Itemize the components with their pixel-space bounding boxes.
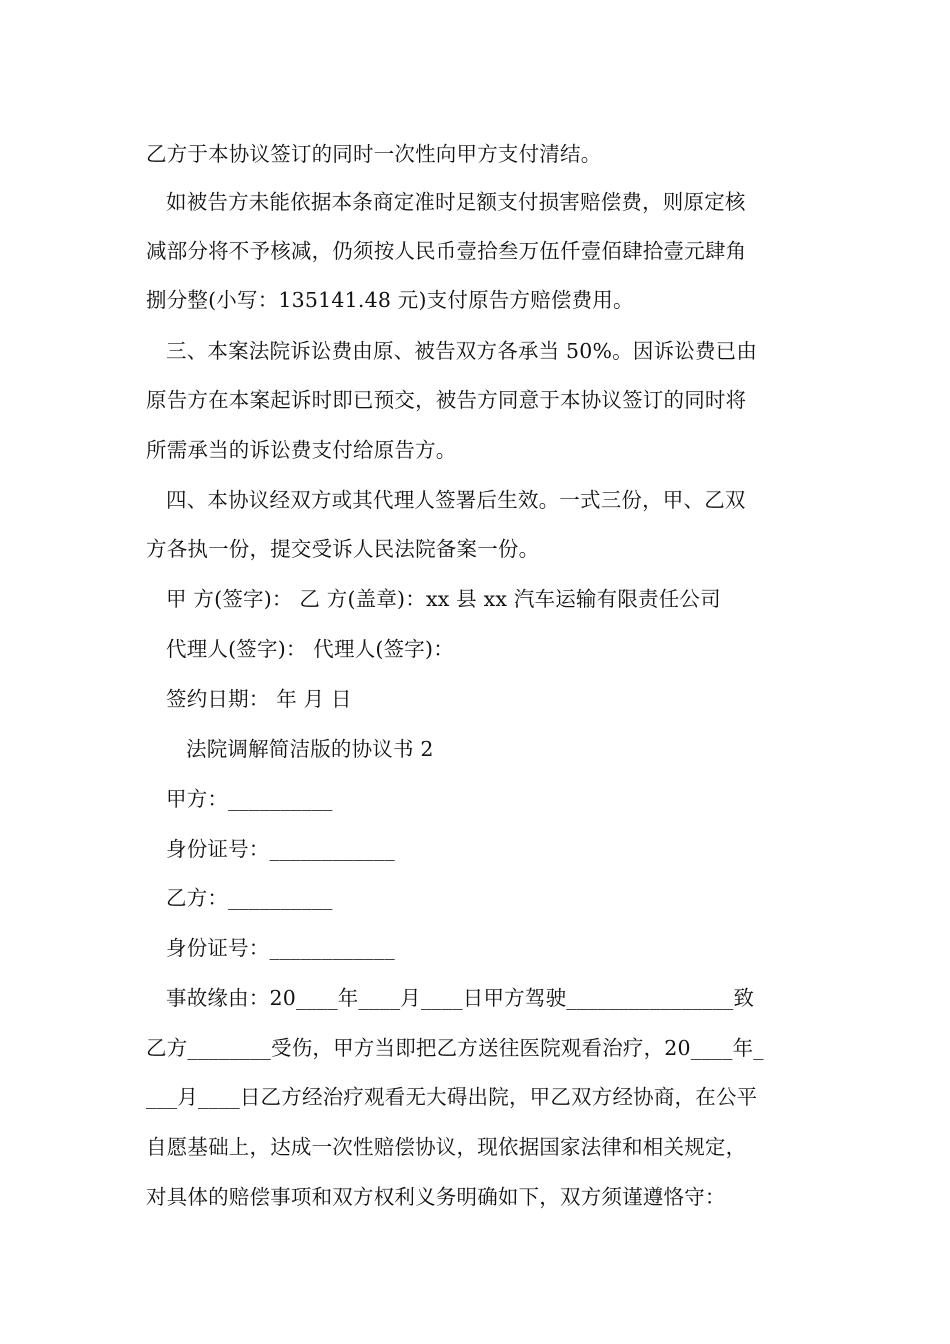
paragraph-line-4: 捌分整(小写：135141.48 元)支付原告方赔偿费用。 xyxy=(146,288,634,312)
paragraph-line-3: 减部分将不予核减，仍须按人民币壹拾叁万伍仟壹佰肆拾壹元肆角 xyxy=(146,239,747,263)
incident-line-2: 乙方________受伤，甲方当即把乙方送往医院观看治疗，20____年_ xyxy=(146,1036,764,1060)
party-b-id-field: 身份证号：____________ xyxy=(166,936,395,960)
party-b-field: 乙方：__________ xyxy=(166,886,333,910)
clause-three-line-3: 所需承当的诉讼费支付给原告方。 xyxy=(146,438,457,462)
incident-line-1: 事故缘由：20____年____月____日甲方驾驶________________致 xyxy=(166,986,755,1010)
incident-line-3: ___月____日乙方经治疗观看无大碍出院，甲乙双方经协商，在公平 xyxy=(146,1085,758,1109)
clause-four-line-1: 四、本协议经双方或其代理人签署后生效。一式三份，甲、乙双 xyxy=(166,488,746,512)
incident-line-4: 自愿基础上，达成一次性赔偿协议，现依据国家法律和相关规定， xyxy=(146,1135,747,1159)
paragraph-line-1: 乙方于本协议签订的同时一次性向甲方支付清结。 xyxy=(146,142,602,166)
party-a-field: 甲方：__________ xyxy=(166,787,333,811)
clause-three-line-1: 三、本案法院诉讼费由原、被告双方各承当 50%。因诉讼费已由 xyxy=(166,339,758,363)
signature-parties-line: 甲 方(签字)： 乙 方(盖章)：xx 县 xx 汽车运输有限责任公司 xyxy=(166,587,721,611)
signing-date-line: 签约日期： 年 月 日 xyxy=(166,687,352,711)
paragraph-line-2: 如被告方未能依据本条商定准时足额支付损害赔偿费，则原定核 xyxy=(166,190,746,214)
section-title: 法院调解简洁版的协议书 2 xyxy=(186,737,434,761)
incident-line-5: 对具体的赔偿事项和双方权利义务明确如下，双方须谨遵恪守： xyxy=(146,1185,726,1209)
party-a-id-field: 身份证号：____________ xyxy=(166,837,395,861)
clause-three-line-2: 原告方在本案起诉时即已预交，被告方同意于本协议签订的同时将 xyxy=(146,388,747,412)
clause-four-line-2: 方各执一份，提交受诉人民法院备案一份。 xyxy=(146,537,540,561)
agent-signature-line: 代理人(签字)： 代理人(签字)： xyxy=(166,637,454,661)
